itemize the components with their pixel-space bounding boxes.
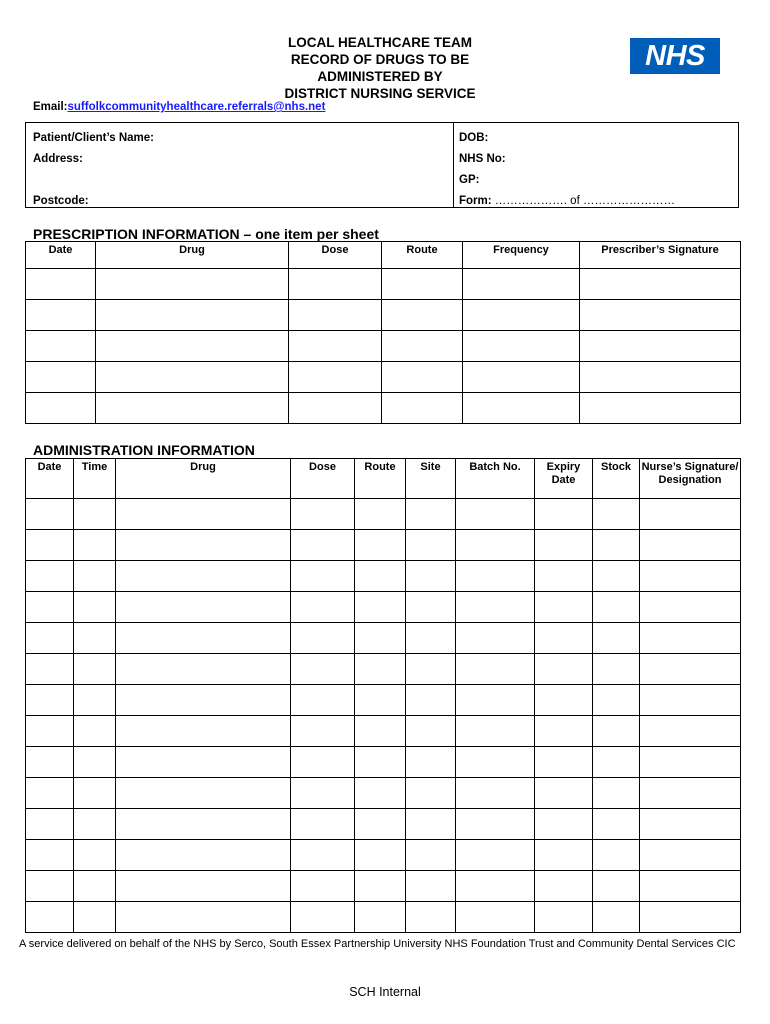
table-row[interactable] [26, 393, 741, 424]
col-expiry-date: Expiry Date [535, 459, 593, 499]
col-prescriber-signature: Prescriber’s Signature [580, 242, 741, 269]
title-line-4: DISTRICT NURSING SERVICE [284, 86, 476, 101]
table-row[interactable] [26, 902, 741, 933]
table-row[interactable] [26, 623, 741, 654]
table-row[interactable] [26, 362, 741, 393]
administration-heading: ADMINISTRATION INFORMATION [33, 442, 255, 458]
col-drug: Drug [96, 242, 289, 269]
patient-name-label: Patient/Client’s Name: [33, 132, 154, 144]
administration-table [25, 458, 741, 933]
email-line [33, 101, 325, 113]
title-line-2: RECORD OF DRUGS TO BE [290, 52, 470, 67]
service-note: A service delivered on behalf of the NHS by Serco, South Essex Partnership University NHS Foundation Trust and Community Dental Services CIC [19, 938, 736, 950]
nhs-logo: NHS [630, 38, 720, 74]
col-date: Date [26, 459, 74, 499]
dob-label: DOB: [459, 132, 489, 144]
nhs-number-label: NHS No: [459, 153, 506, 165]
col-site: Site [406, 459, 456, 499]
col-route: Route [382, 242, 463, 269]
table-row[interactable] [26, 592, 741, 623]
prescription-heading: PRESCRIPTION INFORMATION – one item per sheet [33, 226, 379, 242]
table-row[interactable] [26, 778, 741, 809]
table-row[interactable] [26, 747, 741, 778]
table-row[interactable] [26, 654, 741, 685]
form-count: ………………. of …………………… [494, 195, 675, 207]
col-dose: Dose [289, 242, 382, 269]
col-date: Date [26, 242, 96, 269]
prescription-header-row [26, 242, 741, 269]
gp-label: GP: [459, 174, 480, 186]
table-row[interactable] [26, 300, 741, 331]
patient-details-box [25, 122, 739, 208]
table-row[interactable] [26, 871, 741, 902]
col-drug: Drug [116, 459, 291, 499]
email-label: Email: [33, 101, 68, 113]
title-line-3: ADMINISTERED BY [317, 69, 443, 84]
table-row[interactable] [26, 499, 741, 530]
email-link[interactable]: suffolkcommunityhealthcare.referrals@nhs.net [67, 101, 326, 113]
col-frequency: Frequency [463, 242, 580, 269]
col-nurse-signature: Nurse’s Signature/ Designation [640, 459, 741, 499]
administration-header-row [26, 459, 741, 499]
col-route: Route [355, 459, 406, 499]
classification-label: SCH Internal [349, 985, 421, 999]
table-row[interactable] [26, 840, 741, 871]
col-stock: Stock [593, 459, 640, 499]
table-row[interactable] [26, 331, 741, 362]
table-row[interactable] [26, 716, 741, 747]
patient-box-divider [453, 123, 454, 207]
form-field [459, 195, 675, 207]
table-row[interactable] [26, 530, 741, 561]
col-time: Time [74, 459, 116, 499]
table-row[interactable] [26, 809, 741, 840]
prescription-table [25, 241, 741, 424]
col-batch-no: Batch No. [456, 459, 535, 499]
postcode-label: Postcode: [33, 195, 89, 207]
form-label: Form: [459, 195, 492, 207]
table-row[interactable] [26, 561, 741, 592]
col-dose: Dose [291, 459, 355, 499]
address-label: Address: [33, 153, 83, 165]
title-line-1: LOCAL HEALTHCARE TEAM [288, 35, 472, 50]
table-row[interactable] [26, 269, 741, 300]
table-row[interactable] [26, 685, 741, 716]
